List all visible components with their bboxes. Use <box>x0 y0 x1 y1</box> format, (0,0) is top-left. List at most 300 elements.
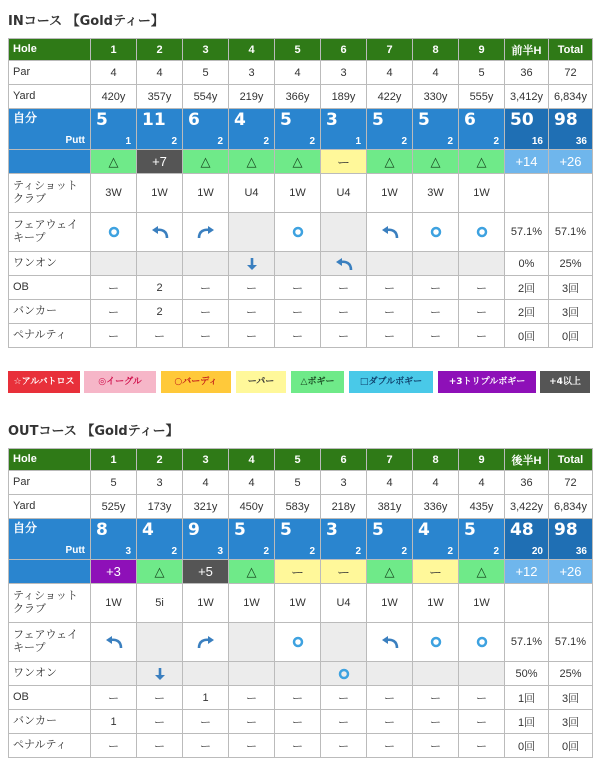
fairway-cell <box>367 213 413 252</box>
bunker-cell: 1 <box>91 710 137 734</box>
legend-label: トリプルボギー <box>462 377 526 387</box>
fairway-cell <box>137 623 183 662</box>
putt-count: 2 <box>447 546 453 557</box>
hole-number-header: 5 <box>275 449 321 471</box>
score-cell <box>505 519 549 560</box>
par-cell: 36 <box>505 471 549 495</box>
putt-count: 36 <box>575 136 587 147</box>
fairway-hit-icon <box>430 636 442 648</box>
ob-row <box>9 276 593 300</box>
bunker-cell: ー <box>367 710 413 734</box>
tee-club-cell: 5i <box>137 584 183 623</box>
stroke-count: 3 <box>326 110 338 130</box>
penalty-row <box>9 324 593 348</box>
legend-label: ボギー <box>307 377 335 387</box>
yard-label: Yard <box>9 495 91 519</box>
out-course-title: OUTコース 【Goldティー】 <box>8 424 179 439</box>
fairway-rate: 57.1% <box>549 213 593 252</box>
putt-count: 2 <box>217 136 223 147</box>
fairway-rate: 57.1% <box>505 623 549 662</box>
result-mark-badge: △ <box>183 150 229 174</box>
result-mark-badge: △ <box>275 150 321 174</box>
fairway-cell <box>275 213 321 252</box>
one-on-cell <box>275 662 321 686</box>
bunker-label: バンカー <box>9 710 91 734</box>
fairway-hit-icon <box>476 226 488 238</box>
stroke-count: 11 <box>142 110 166 130</box>
putt-count: 2 <box>263 546 269 557</box>
legend-item <box>8 371 80 393</box>
ob-cell: 1回 <box>505 686 549 710</box>
in-course-scorecard <box>8 38 593 348</box>
penalty-cell: ー <box>183 324 229 348</box>
tee-club-cell: 1W <box>367 584 413 623</box>
one-on-cell <box>459 252 505 276</box>
short-arrow-icon <box>154 667 166 681</box>
score-cell <box>137 109 183 150</box>
par-cell: 3 <box>321 61 367 85</box>
score-cell <box>459 519 505 560</box>
par-cell: 5 <box>459 61 505 85</box>
score-label-cell <box>9 109 91 150</box>
ob-cell: ー <box>459 276 505 300</box>
putt-count: 36 <box>575 546 587 557</box>
ob-cell: ー <box>321 686 367 710</box>
result-mark-badge: △ <box>413 150 459 174</box>
fairway-hit-icon <box>430 226 442 238</box>
result-mark-badge: △ <box>229 560 275 584</box>
ob-label: OB <box>9 686 91 710</box>
stroke-count: 4 <box>142 520 154 540</box>
yard-cell: 330y <box>413 85 459 109</box>
yard-cell: 321y <box>183 495 229 519</box>
bunker-cell: ー <box>183 710 229 734</box>
stroke-count: 5 <box>234 520 246 540</box>
tee-club-label: ティショット クラブ <box>9 584 91 623</box>
tee-club-cell <box>549 584 593 623</box>
tee-club-cell: 1W <box>137 174 183 213</box>
legend-symbol-icon: ◎ <box>98 377 107 387</box>
result-mark-badge: ー <box>321 150 367 174</box>
fairway-keep-row <box>9 213 593 252</box>
fairway-cell <box>91 213 137 252</box>
tee-club-label: ティショット クラブ <box>9 174 91 213</box>
par-cell: 4 <box>229 471 275 495</box>
hole-number-header: 後半H <box>505 449 549 471</box>
legend-label: 以上 <box>562 377 581 387</box>
one-on-cell <box>229 662 275 686</box>
par-cell: 4 <box>275 61 321 85</box>
legend-symbol-icon: ☆ <box>13 377 22 387</box>
putt-count: 20 <box>531 546 543 557</box>
one-on-cell <box>459 662 505 686</box>
ob-cell: ー <box>367 276 413 300</box>
legend-label: ダブルボギー <box>368 377 423 387</box>
result-mark-badge: △ <box>459 560 505 584</box>
fairway-keep-label: フェアウェイ キープ <box>9 623 91 662</box>
ob-cell: ー <box>91 686 137 710</box>
one-on-label: ワンオン <box>9 252 91 276</box>
ob-cell: ー <box>275 686 321 710</box>
bunker-cell: 3回 <box>549 710 593 734</box>
fairway-cell <box>367 623 413 662</box>
out-course-scorecard <box>8 448 593 758</box>
fairway-cell <box>321 213 367 252</box>
short-arrow-icon <box>246 257 258 271</box>
one-on-cell <box>91 662 137 686</box>
putt-count: 1 <box>355 136 361 147</box>
legend-symbol-icon: □ <box>359 377 369 387</box>
hole-number-header: 3 <box>183 39 229 61</box>
ob-cell: ー <box>229 686 275 710</box>
score-cell <box>183 519 229 560</box>
one-on-cell <box>367 662 413 686</box>
par-cell: 5 <box>91 471 137 495</box>
yard-cell: 435y <box>459 495 505 519</box>
yard-cell: 583y <box>275 495 321 519</box>
header-row <box>9 39 593 61</box>
penalty-label: ペナルティ <box>9 734 91 758</box>
penalty-cell: ー <box>413 324 459 348</box>
hole-number-header: 6 <box>321 449 367 471</box>
hole-number-header: 9 <box>459 39 505 61</box>
par-cell: 4 <box>459 471 505 495</box>
fairway-hit-icon <box>338 667 350 679</box>
bunker-row <box>9 710 593 734</box>
putt-count: 3 <box>125 546 131 557</box>
yard-cell: 6,834y <box>549 495 593 519</box>
result-mark-badge: △ <box>367 560 413 584</box>
hole-number-header: 9 <box>459 449 505 471</box>
score-cell <box>505 109 549 150</box>
fairway-cell <box>413 213 459 252</box>
result-mark-badge: +3 <box>91 560 137 584</box>
penalty-cell: ー <box>91 324 137 348</box>
tee-club-row <box>9 174 593 213</box>
putt-count: 2 <box>493 546 499 557</box>
fairway-cell <box>229 623 275 662</box>
score-cell <box>321 519 367 560</box>
one-on-rate: 50% <box>505 662 549 686</box>
miss-left-arrow-icon <box>381 225 399 239</box>
yard-cell: 420y <box>91 85 137 109</box>
legend-label: イーグル <box>106 377 142 387</box>
result-mark-label-cell <box>9 560 91 584</box>
hole-number-header: Total <box>549 39 593 61</box>
putt-count: 16 <box>531 136 543 147</box>
par-cell: 5 <box>183 61 229 85</box>
stroke-count: 8 <box>96 520 108 540</box>
result-mark-badge: +14 <box>505 150 549 174</box>
fairway-cell <box>413 623 459 662</box>
hole-number-header: 1 <box>91 449 137 471</box>
fairway-cell <box>321 623 367 662</box>
par-cell: 4 <box>137 61 183 85</box>
ob-cell: ー <box>459 686 505 710</box>
result-mark-badge: +26 <box>549 150 593 174</box>
par-cell: 3 <box>229 61 275 85</box>
ob-cell: 2回 <box>505 276 549 300</box>
fairway-cell <box>137 213 183 252</box>
par-cell: 5 <box>275 471 321 495</box>
yard-cell: 173y <box>137 495 183 519</box>
bunker-cell: ー <box>229 710 275 734</box>
yard-cell: 3,412y <box>505 85 549 109</box>
ob-cell: ー <box>91 276 137 300</box>
stroke-count: 98 <box>554 110 578 130</box>
ob-cell: 1 <box>183 686 229 710</box>
legend-symbol-icon: △ <box>300 377 308 387</box>
ob-cell: ー <box>367 686 413 710</box>
header-row <box>9 449 593 471</box>
bunker-cell: ー <box>413 300 459 324</box>
fairway-rate: 57.1% <box>549 623 593 662</box>
legend-symbol-icon: +3 <box>448 377 463 387</box>
one-on-row <box>9 252 593 276</box>
penalty-cell: ー <box>91 734 137 758</box>
tee-club-cell: 1W <box>275 584 321 623</box>
stroke-count: 5 <box>464 520 476 540</box>
hole-number-header: 8 <box>413 39 459 61</box>
putt-count: 2 <box>263 136 269 147</box>
hole-number-header: 1 <box>91 39 137 61</box>
one-on-cell <box>183 662 229 686</box>
result-mark-badge: ー <box>275 560 321 584</box>
one-on-rate: 25% <box>549 662 593 686</box>
score-row <box>9 109 593 150</box>
result-mark-badge: +5 <box>183 560 229 584</box>
score-cell <box>91 109 137 150</box>
par-cell: 4 <box>367 471 413 495</box>
score-cell <box>229 109 275 150</box>
one-on-cell <box>275 252 321 276</box>
yard-cell: 218y <box>321 495 367 519</box>
score-label-cell <box>9 519 91 560</box>
fairway-rate: 57.1% <box>505 213 549 252</box>
putt-count: 2 <box>171 136 177 147</box>
stroke-count: 5 <box>280 110 292 130</box>
fairway-cell <box>275 623 321 662</box>
hole-number-header: Total <box>549 449 593 471</box>
bunker-cell: ー <box>229 300 275 324</box>
score-cell <box>459 109 505 150</box>
one-on-label: ワンオン <box>9 662 91 686</box>
par-label: Par <box>9 61 91 85</box>
tee-club-cell: 1W <box>183 584 229 623</box>
hole-number-header: 7 <box>367 449 413 471</box>
score-cell <box>367 519 413 560</box>
ob-cell: ー <box>413 686 459 710</box>
one-on-cell <box>413 252 459 276</box>
legend-symbol-icon: ー <box>247 377 257 387</box>
one-on-cell <box>137 252 183 276</box>
legend-item <box>291 371 344 393</box>
yard-cell: 554y <box>183 85 229 109</box>
penalty-cell: ー <box>459 734 505 758</box>
legend-label: バーディ <box>182 377 218 387</box>
one-on-rate: 25% <box>549 252 593 276</box>
result-mark-badge: +26 <box>549 560 593 584</box>
legend-label: アルバトロス <box>21 377 75 387</box>
bunker-cell: ー <box>413 710 459 734</box>
penalty-cell: ー <box>183 734 229 758</box>
stroke-count: 6 <box>464 110 476 130</box>
tee-club-cell: 1W <box>459 584 505 623</box>
ob-cell: 2 <box>137 276 183 300</box>
hole-number-header: 4 <box>229 39 275 61</box>
yard-cell: 219y <box>229 85 275 109</box>
tee-club-row <box>9 584 593 623</box>
tee-club-cell: 1W <box>275 174 321 213</box>
par-cell: 3 <box>137 471 183 495</box>
hole-number-header: 6 <box>321 39 367 61</box>
yard-row <box>9 85 593 109</box>
tee-club-cell: 1W <box>91 584 137 623</box>
one-on-cell <box>91 252 137 276</box>
legend-item <box>540 371 590 393</box>
hole-number-header: 2 <box>137 449 183 471</box>
one-on-rate: 0% <box>505 252 549 276</box>
hole-number-header: 2 <box>137 39 183 61</box>
hole-header: Hole <box>9 39 91 61</box>
penalty-cell: 0回 <box>549 324 593 348</box>
score-cell <box>137 519 183 560</box>
bunker-cell: ー <box>459 710 505 734</box>
stroke-count: 98 <box>554 520 578 540</box>
yard-cell: 336y <box>413 495 459 519</box>
ob-cell: ー <box>275 276 321 300</box>
par-cell: 72 <box>549 61 593 85</box>
one-on-cell <box>137 662 183 686</box>
putt-count: 2 <box>309 546 315 557</box>
stroke-count: 5 <box>280 520 292 540</box>
score-cell <box>549 519 593 560</box>
stroke-count: 5 <box>418 110 430 130</box>
ob-cell: ー <box>137 686 183 710</box>
bunker-cell: ー <box>321 300 367 324</box>
ob-row <box>9 686 593 710</box>
stroke-count: 5 <box>96 110 108 130</box>
putt-count: 2 <box>447 136 453 147</box>
putt-count: 2 <box>355 546 361 557</box>
tee-club-cell: U4 <box>229 174 275 213</box>
penalty-cell: 0回 <box>505 324 549 348</box>
penalty-cell: ー <box>229 734 275 758</box>
legend-item <box>438 371 536 393</box>
yard-row <box>9 495 593 519</box>
tee-club-cell <box>505 584 549 623</box>
putt-count: 2 <box>493 136 499 147</box>
bunker-cell: 2 <box>137 300 183 324</box>
hole-number-header: 5 <box>275 39 321 61</box>
legend-label: パー <box>256 377 275 387</box>
result-mark-row <box>9 560 593 584</box>
score-cell <box>91 519 137 560</box>
result-mark-badge: △ <box>229 150 275 174</box>
ob-cell: ー <box>413 276 459 300</box>
one-on-cell <box>413 662 459 686</box>
yard-cell: 6,834y <box>549 85 593 109</box>
bunker-cell: ー <box>459 300 505 324</box>
tee-club-cell: 3W <box>91 174 137 213</box>
result-mark-badge: △ <box>91 150 137 174</box>
miss-left-arrow-icon <box>151 225 169 239</box>
ob-cell: 3回 <box>549 686 593 710</box>
fairway-keep-label: フェアウェイ キープ <box>9 213 91 252</box>
tee-club-cell: 1W <box>367 174 413 213</box>
one-on-cell <box>321 252 367 276</box>
stroke-count: 48 <box>510 520 534 540</box>
fairway-hit-icon <box>292 226 304 238</box>
player-label: 自分 <box>13 111 38 125</box>
result-mark-badge: △ <box>367 150 413 174</box>
stroke-count: 5 <box>372 110 384 130</box>
par-row <box>9 471 593 495</box>
bunker-cell: ー <box>275 710 321 734</box>
fairway-cell <box>459 623 505 662</box>
legend-item <box>349 371 433 393</box>
penalty-cell: ー <box>413 734 459 758</box>
bunker-cell: ー <box>275 300 321 324</box>
par-cell: 72 <box>549 471 593 495</box>
stroke-count: 3 <box>326 520 338 540</box>
tee-club-cell: 3W <box>413 174 459 213</box>
putt-label: Putt <box>65 545 85 556</box>
one-on-cell <box>321 662 367 686</box>
score-row <box>9 519 593 560</box>
hole-number-header: 4 <box>229 449 275 471</box>
one-on-cell <box>183 252 229 276</box>
yard-cell: 3,422y <box>505 495 549 519</box>
fairway-cell <box>459 213 505 252</box>
yard-cell: 366y <box>275 85 321 109</box>
legend-symbol-icon: +4 <box>549 377 563 387</box>
fairway-hit-icon <box>292 636 304 648</box>
hole-number-header: 3 <box>183 449 229 471</box>
bunker-cell: ー <box>91 300 137 324</box>
penalty-cell: ー <box>321 324 367 348</box>
yard-cell: 422y <box>367 85 413 109</box>
tee-club-cell: 1W <box>183 174 229 213</box>
tee-club-cell: 1W <box>229 584 275 623</box>
score-cell <box>229 519 275 560</box>
ob-cell: ー <box>321 276 367 300</box>
penalty-cell: 0回 <box>505 734 549 758</box>
tee-club-cell: 1W <box>459 174 505 213</box>
tee-club-cell: U4 <box>321 584 367 623</box>
par-cell: 4 <box>413 471 459 495</box>
penalty-label: ペナルティ <box>9 324 91 348</box>
result-mark-badge: ー <box>413 560 459 584</box>
hole-number-header: 前半H <box>505 39 549 61</box>
score-cell <box>549 109 593 150</box>
par-cell: 3 <box>321 471 367 495</box>
score-cell <box>275 109 321 150</box>
score-cell <box>321 109 367 150</box>
miss-left-arrow-icon <box>381 635 399 649</box>
putt-count: 2 <box>309 136 315 147</box>
result-mark-badge: △ <box>459 150 505 174</box>
legend-item <box>84 371 156 393</box>
stroke-count: 6 <box>188 110 200 130</box>
tee-club-cell: U4 <box>321 174 367 213</box>
putt-count: 2 <box>401 136 407 147</box>
result-mark-badge: +7 <box>137 150 183 174</box>
penalty-cell: 0回 <box>549 734 593 758</box>
one-on-row <box>9 662 593 686</box>
putt-count: 2 <box>171 546 177 557</box>
score-cell <box>183 109 229 150</box>
